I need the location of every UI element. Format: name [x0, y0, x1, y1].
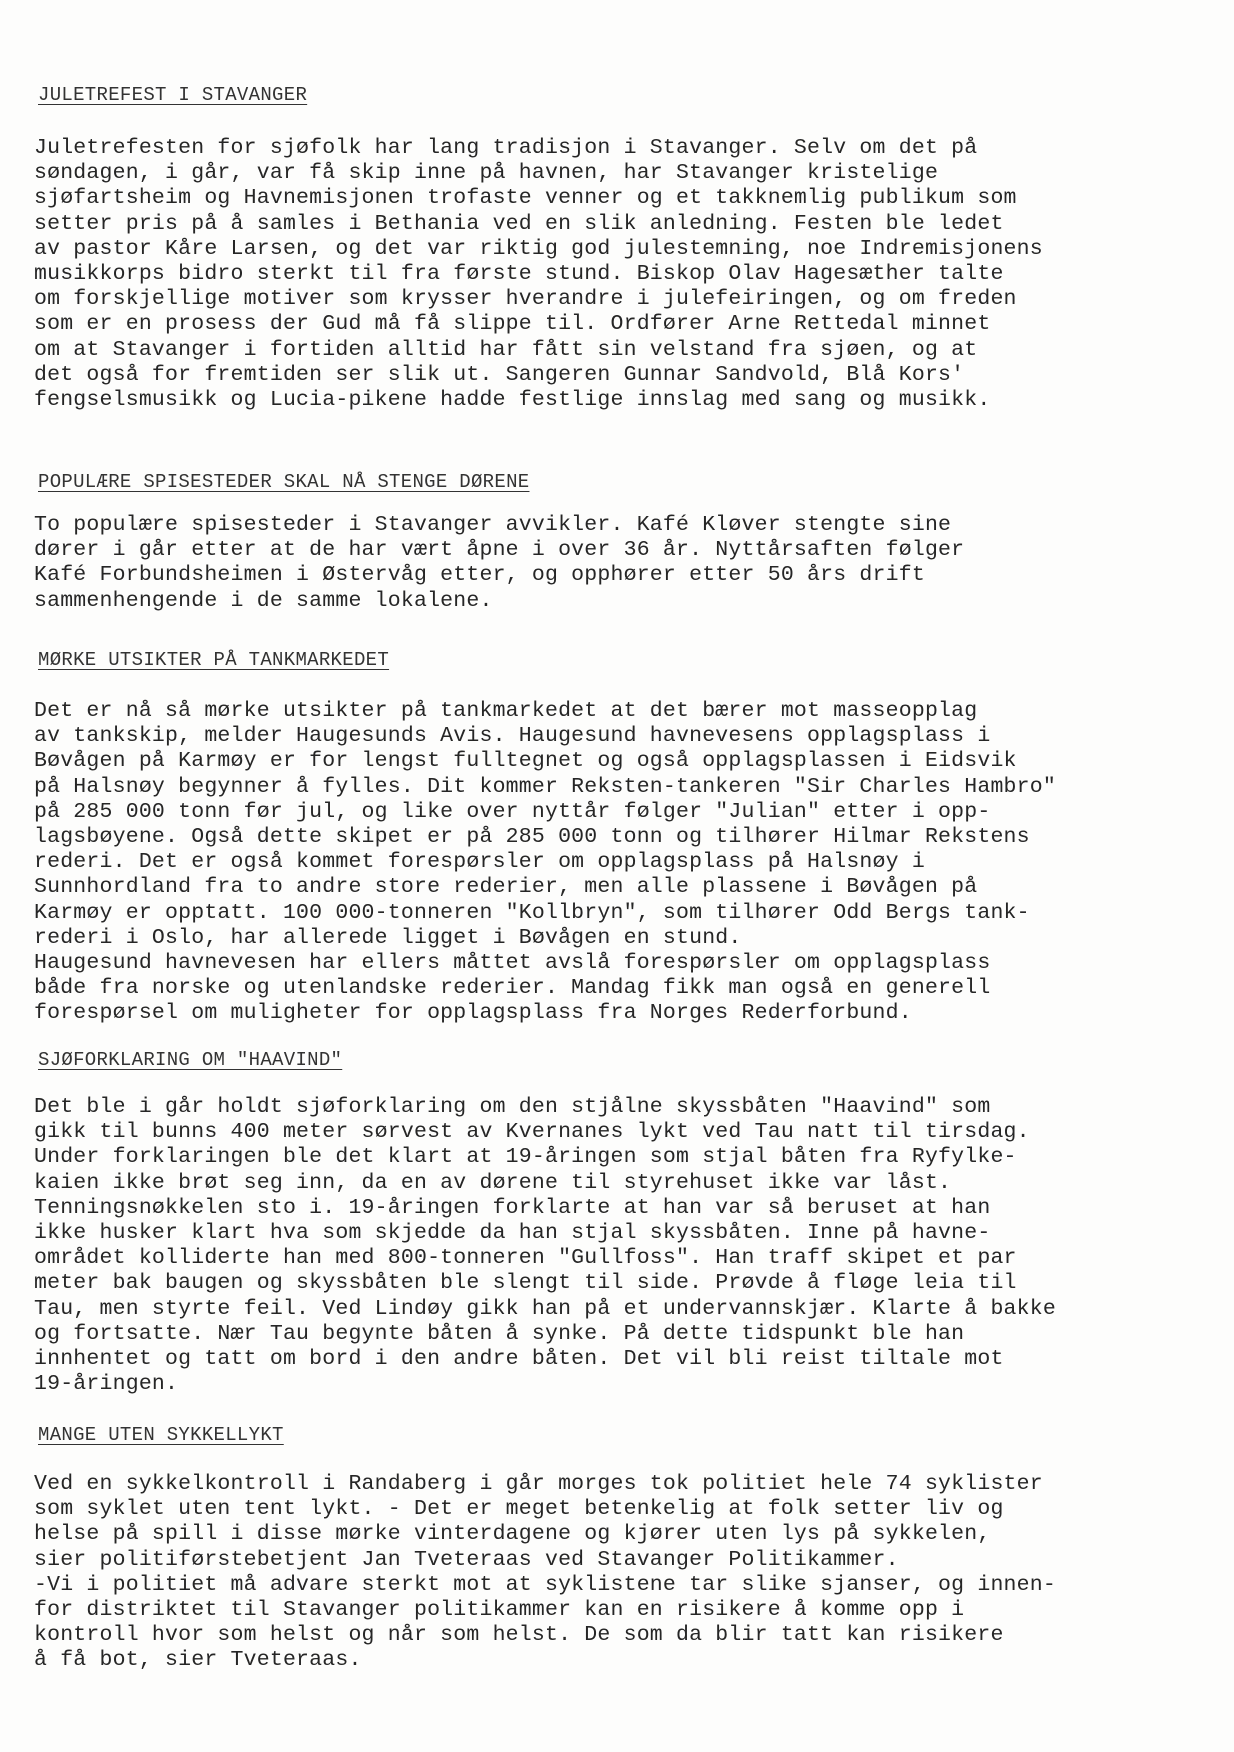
article-heading: MANGE UTEN SYKKELLYKT: [38, 1424, 284, 1446]
article-heading: JULETREFEST I STAVANGER: [38, 84, 308, 106]
text-line: å få bot, sier Tveteraas.: [34, 1648, 362, 1673]
article-sykkellykt: [34, 1424, 1204, 1674]
text-line: av tankskip, melder Haugesunds Avis. Haugesund havnevesens opplagsplass i: [34, 724, 991, 749]
text-line: forespørsel om muligheter for opplagsplass fra Norges Rederforbund.: [34, 1001, 912, 1026]
text-line: som er en prosess der Gud må få slippe til. Ordfører Arne Rettedal minnet: [34, 312, 991, 337]
text-line: området kolliderte han med 800-tonneren "Gullfoss". Han traff skipet et par: [34, 1246, 1017, 1271]
text-line: kaien ikke brøt seg inn, da en av dørene til styrehuset ikke var låst.: [34, 1170, 952, 1195]
article-body: [34, 1472, 1204, 1674]
text-line: Tenningsnøkkelen sto i. 19-åringen forklarte at han var så beruset at han: [34, 1195, 991, 1220]
text-line: Kafé Forbundsheimen i Østervåg etter, og opphører etter 50 års drift: [34, 563, 925, 588]
text-line: Bøvågen på Karmøy er for lengst fulltegnet og også opplagsplassen i Eidsvik: [34, 749, 1017, 774]
text-line: av pastor Kåre Larsen, og det var riktig god julestemning, noe Indremisjonens: [34, 236, 1043, 261]
article-heading: MØRKE UTSIKTER PÅ TANKMARKEDET: [38, 649, 390, 671]
article-body: [34, 513, 1204, 614]
text-line: Haugesund havnevesen har ellers måttet avslå forespørsler om opplagsplass: [34, 951, 991, 976]
text-line: To populære spisesteder i Stavanger avvikler. Kafé Kløver stengte sine: [34, 513, 952, 537]
text-line: sammenhengende i de samme lokalene.: [34, 588, 493, 613]
text-line: og fortsatte. Nær Tau begynte båten å synke. På dette tidspunkt ble han: [34, 1321, 965, 1346]
text-line: setter pris på å samles i Bethania ved en slik anledning. Festen ble ledet: [34, 211, 1004, 236]
text-line: både fra norske og utenlandske rederier. Mandag fikk man også en generell: [34, 976, 991, 1001]
text-line: sier politiførstebetjent Jan Tveteraas ved Stavanger Politikammer.: [34, 1547, 899, 1572]
text-line: rederi. Det er også kommet forespørsler om opplagsplass på Halsnøy i: [34, 850, 925, 875]
text-line: om at Stavanger i fortiden alltid har fått sin velstand fra sjøen, og at: [34, 337, 978, 362]
text-line: ikke husker klart hva som skjedde da han stjal skyssbåten. Inne på havne-: [34, 1221, 991, 1246]
text-line: lagsbøyene. Også dette skipet er på 285 000 tonn og tilhører Hilmar Rekstens: [34, 825, 1030, 850]
article-sjoforklaring: [34, 1049, 1204, 1397]
text-line: fengselsmusikk og Lucia-pikene hadde festlige innslag med sang og musikk.: [34, 388, 991, 413]
text-line: dører i går etter at de har vært åpne i over 36 år. Nyttårsaften følger: [34, 538, 965, 563]
text-line: kontroll hvor som helst og når som helst. De som da blir tatt kan risikere: [34, 1623, 1004, 1648]
text-line: rederi i Oslo, har allerede ligget i Bøvågen en stund.: [34, 925, 742, 950]
article-body: [34, 136, 1204, 413]
text-line: Juletrefesten for sjøfolk har lang tradisjon i Stavanger. Selv om det på: [34, 136, 978, 160]
text-line: om forskjellige motiver som krysser hverandre i julefeiringen, og om freden: [34, 287, 1017, 312]
text-line: Det er nå så mørke utsikter på tankmarkedet at det bærer mot masseopplag: [34, 699, 978, 723]
text-line: sjøfartsheim og Havnemisjonen trofaste venner og et takknemlig publikum som: [34, 186, 1017, 211]
text-line: 19-åringen.: [34, 1372, 179, 1397]
text-line: Sunnhordland fra to andre store rederier, men alle plassene i Bøvågen på: [34, 875, 978, 900]
text-line: gikk til bunns 400 meter sørvest av Kvernanes lykt ved Tau natt til tirsdag.: [34, 1120, 1030, 1145]
text-line: Under forklaringen ble det klart at 19-åringen som stjal båten fra Ryfylke-: [34, 1145, 1017, 1170]
text-line: Tau, men styrte feil. Ved Lindøy gikk han på et undervannskjær. Klarte å bakke: [34, 1296, 1056, 1321]
text-line: for distriktet til Stavanger politikammer kan en risikere å komme opp i: [34, 1598, 965, 1623]
article-spisesteder: [34, 471, 1204, 614]
text-line: på Halsnøy begynner å fylles. Dit kommer Reksten-tankeren "Sir Charles Hambro": [34, 774, 1056, 799]
text-line: -Vi i politiet må advare sterkt mot at syklistene tar slike sjanser, og innen-: [34, 1572, 1056, 1597]
article-heading: SJØFORKLARING OM "HAAVIND": [38, 1049, 343, 1071]
text-line: det også for fremtiden ser slik ut. Sangeren Gunnar Sandvold, Blå Kors': [34, 362, 965, 387]
text-line: Det ble i går holdt sjøforklaring om den stjålne skyssbåten "Haavind" som: [34, 1095, 991, 1119]
article-heading: POPULÆRE SPISESTEDER SKAL NÅ STENGE DØRENE: [38, 471, 530, 493]
article-tankmarkedet: [34, 649, 1204, 1027]
text-line: Karmøy er opptatt. 100 000-tonneren "Kollbryn", som tilhører Odd Bergs tank-: [34, 900, 1030, 925]
text-line: innhentet og tatt om bord i den andre båten. Det vil bli reist tiltale mot: [34, 1347, 1004, 1372]
article-juletrefest: [34, 84, 1204, 413]
text-line: på 285 000 tonn før jul, og like over nyttår følger "Julian" etter i opp-: [34, 799, 991, 824]
article-body: [34, 699, 1204, 1027]
text-line: musikkorps bidro sterkt til fra første stund. Biskop Olav Hagesæther talte: [34, 262, 1004, 287]
text-line: søndagen, i går, var få skip inne på havnen, har Stavanger kristelige: [34, 161, 939, 186]
article-body: [34, 1095, 1204, 1397]
text-line: Ved en sykkelkontroll i Randaberg i går morges tok politiet hele 74 syklister: [34, 1472, 1043, 1496]
text-line: meter bak baugen og skyssbåten ble slengt til side. Prøvde å fløge leia til: [34, 1271, 1017, 1296]
text-line: helse på spill i disse mørke vinterdagene og kjører uten lys på sykkelen,: [34, 1522, 991, 1547]
text-line: som syklet uten tent lykt. - Det er meget betenkelig at folk setter liv og: [34, 1497, 1004, 1522]
